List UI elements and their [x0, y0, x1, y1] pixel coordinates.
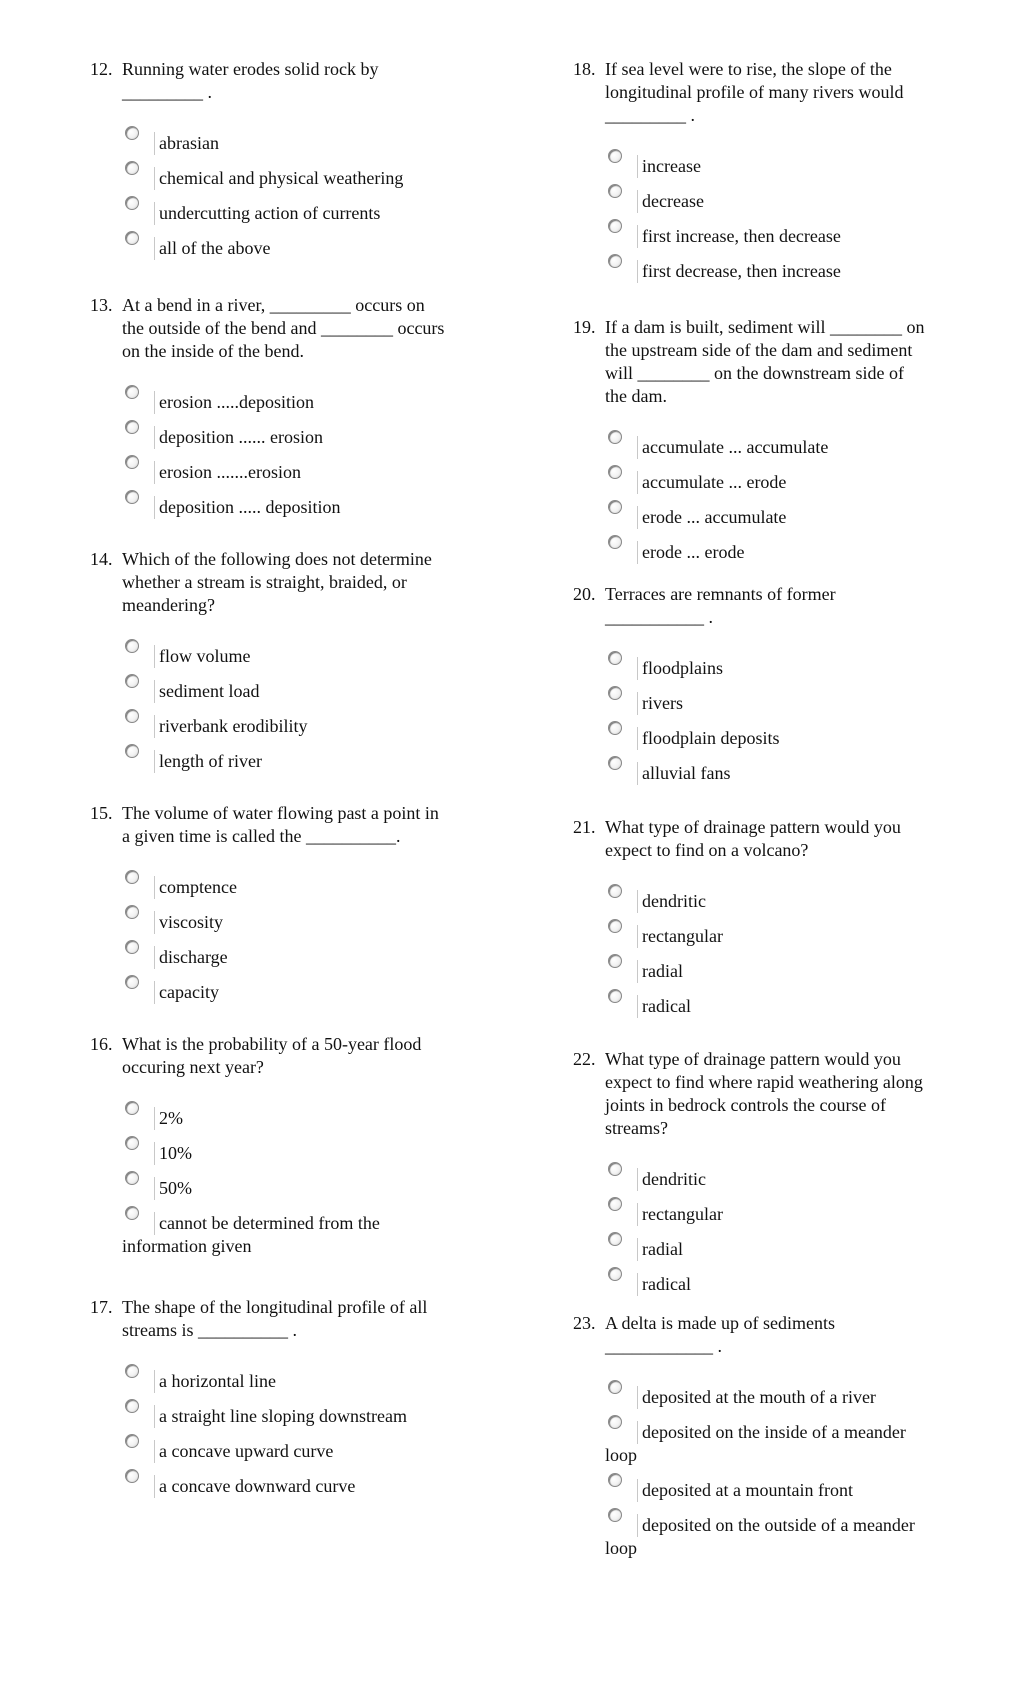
question-text-line: Running water erodes solid rock by — [122, 59, 379, 79]
answer-options — [573, 430, 993, 570]
answer-option[interactable] — [90, 385, 510, 420]
question-text-line: If a dam is built, sediment will ________ on — [605, 317, 925, 337]
option-label-continued: information given — [122, 1236, 252, 1256]
radio-button-icon[interactable] — [608, 184, 622, 198]
answer-option[interactable] — [573, 535, 993, 570]
answer-option[interactable] — [90, 196, 510, 231]
question-text — [573, 58, 993, 81]
radio-button-icon[interactable] — [125, 1171, 139, 1185]
radio-button-icon[interactable] — [125, 126, 139, 140]
option-label[interactable]: dendritic — [637, 890, 706, 913]
option-label[interactable]: length of river — [154, 750, 262, 773]
answer-option[interactable] — [573, 465, 993, 500]
question-16 — [90, 1033, 510, 1264]
radio-button-icon[interactable] — [125, 1206, 139, 1220]
answer-blank: _________ . — [605, 105, 695, 125]
question-number: 15. — [90, 803, 113, 823]
answer-option[interactable] — [90, 1206, 510, 1264]
question-text-continued: occuring next year? — [122, 1057, 264, 1077]
question-text-continued: the upstream side of the dam and sediment — [605, 340, 913, 360]
option-label[interactable]: radial — [637, 1238, 683, 1261]
option-label[interactable]: rectangular — [637, 1203, 723, 1226]
radio-button-icon[interactable] — [125, 709, 139, 723]
answer-option[interactable] — [573, 686, 993, 721]
option-label[interactable]: 2% — [154, 1107, 183, 1130]
radio-button-icon[interactable] — [125, 1364, 139, 1378]
question-number: 13. — [90, 295, 113, 315]
answer-option[interactable] — [573, 500, 993, 535]
radio-button-icon[interactable] — [125, 231, 139, 245]
question-text — [90, 58, 510, 81]
radio-button-icon[interactable] — [608, 149, 622, 163]
radio-button-icon[interactable] — [608, 756, 622, 770]
question-20 — [573, 583, 993, 791]
radio-button-icon[interactable] — [608, 1473, 622, 1487]
radio-button-icon[interactable] — [608, 1162, 622, 1176]
answer-blank: ____________ . — [605, 1336, 722, 1356]
answer-option[interactable] — [573, 1415, 993, 1473]
answer-option[interactable] — [573, 721, 993, 756]
answer-option[interactable] — [573, 1162, 993, 1197]
question-number: 14. — [90, 549, 113, 569]
radio-button-icon[interactable] — [608, 1508, 622, 1522]
question-text-line: What type of drainage pattern would you — [605, 817, 901, 837]
answer-option[interactable] — [90, 1101, 510, 1136]
question-text-line: The shape of the longitudinal profile of all — [122, 1297, 428, 1317]
option-label[interactable]: cannot be determined from the — [154, 1212, 380, 1235]
radio-button-icon[interactable] — [125, 1469, 139, 1483]
radio-button-icon[interactable] — [608, 919, 622, 933]
radio-button-icon[interactable] — [608, 535, 622, 549]
question-18 — [573, 58, 993, 289]
option-label[interactable]: radical — [637, 1273, 691, 1296]
radio-button-icon[interactable] — [125, 940, 139, 954]
question-text-continued: expect to find on a volcano? — [605, 840, 809, 860]
option-label[interactable]: erosion .......erosion — [154, 461, 301, 484]
answer-option[interactable] — [573, 219, 993, 254]
answer-option[interactable] — [573, 149, 993, 184]
answer-option[interactable] — [90, 490, 510, 525]
radio-button-icon[interactable] — [608, 989, 622, 1003]
radio-button-icon[interactable] — [608, 1380, 622, 1394]
answer-option[interactable] — [573, 989, 993, 1024]
answer-option[interactable] — [90, 1469, 510, 1504]
radio-button-icon[interactable] — [608, 219, 622, 233]
answer-options — [90, 1364, 510, 1504]
option-label[interactable]: first increase, then decrease — [637, 225, 841, 248]
radio-button-icon[interactable] — [125, 639, 139, 653]
answer-option[interactable] — [573, 651, 993, 686]
option-label[interactable]: viscosity — [154, 911, 223, 934]
question-text-continued: longitudinal profile of many rivers would — [605, 82, 904, 102]
question-text-continued: the outside of the bend and ________ occurs — [122, 318, 445, 338]
answer-option[interactable] — [90, 1399, 510, 1434]
answer-option[interactable] — [90, 1364, 510, 1399]
option-label[interactable]: 50% — [154, 1177, 192, 1200]
question-text — [573, 1048, 993, 1071]
question-text-continued: the dam. — [605, 386, 667, 406]
question-text — [573, 583, 993, 606]
radio-button-icon[interactable] — [125, 1136, 139, 1150]
option-label[interactable]: abrasian — [154, 132, 219, 155]
answer-option[interactable] — [90, 1171, 510, 1206]
option-label[interactable]: decrease — [637, 190, 704, 213]
answer-option[interactable] — [573, 430, 993, 465]
answer-option[interactable] — [90, 975, 510, 1010]
radio-button-icon[interactable] — [125, 455, 139, 469]
option-label[interactable]: undercutting action of currents — [154, 202, 380, 225]
answer-option[interactable] — [90, 1136, 510, 1171]
option-label[interactable]: a concave upward curve — [154, 1440, 333, 1463]
question-text — [90, 1296, 510, 1319]
question-number: 23. — [573, 1313, 596, 1333]
question-text — [573, 1312, 993, 1335]
answer-option[interactable] — [90, 161, 510, 196]
question-number: 18. — [573, 59, 596, 79]
option-label[interactable]: first decrease, then increase — [637, 260, 841, 283]
option-label[interactable]: erode ... erode — [637, 541, 744, 564]
radio-button-icon[interactable] — [125, 975, 139, 989]
answer-option[interactable] — [90, 674, 510, 709]
option-label[interactable]: deposited at the mouth of a river — [637, 1386, 876, 1409]
answer-option[interactable] — [90, 231, 510, 266]
answer-options — [90, 385, 510, 525]
option-label[interactable]: rivers — [637, 692, 683, 715]
answer-option[interactable] — [90, 940, 510, 975]
question-text-line: At a bend in a river, _________ occurs on — [122, 295, 425, 315]
option-label[interactable]: a horizontal line — [154, 1370, 276, 1393]
question-text-continued: a given time is called the __________. — [122, 826, 401, 846]
question-23 — [573, 1312, 993, 1566]
radio-button-icon[interactable] — [125, 161, 139, 175]
option-label[interactable]: alluvial fans — [637, 762, 730, 785]
radio-button-icon[interactable] — [608, 1415, 622, 1429]
radio-button-icon[interactable] — [125, 905, 139, 919]
answer-options — [90, 1101, 510, 1264]
question-text-line: What type of drainage pattern would you — [605, 1049, 901, 1069]
answer-option[interactable] — [90, 639, 510, 674]
radio-button-icon[interactable] — [125, 744, 139, 758]
answer-option[interactable] — [90, 905, 510, 940]
radio-button-icon[interactable] — [608, 651, 622, 665]
option-label[interactable]: erode ... accumulate — [637, 506, 786, 529]
question-13 — [90, 294, 510, 525]
question-text-line: What is the probability of a 50-year flood — [122, 1034, 422, 1054]
option-label[interactable]: a straight line sloping downstream — [154, 1405, 407, 1428]
answer-option[interactable] — [573, 1197, 993, 1232]
answer-option[interactable] — [90, 870, 510, 905]
answer-option[interactable] — [573, 1508, 993, 1566]
answer-option[interactable] — [573, 756, 993, 791]
answer-blank: _________ . — [122, 82, 212, 102]
radio-button-icon[interactable] — [608, 430, 622, 444]
option-label-continued: loop — [605, 1538, 638, 1558]
answer-option[interactable] — [573, 919, 993, 954]
question-12 — [90, 58, 510, 266]
answer-options — [573, 884, 993, 1024]
answer-options — [573, 651, 993, 791]
question-text — [573, 316, 993, 339]
answer-options — [90, 639, 510, 779]
question-15 — [90, 802, 510, 1010]
option-label[interactable]: accumulate ... erode — [637, 471, 786, 494]
answer-blank: ___________ . — [605, 607, 713, 627]
option-label[interactable]: deposited on the inside of a meander — [637, 1421, 906, 1444]
question-17 — [90, 1296, 510, 1504]
option-label[interactable]: chemical and physical weathering — [154, 167, 403, 190]
radio-button-icon[interactable] — [608, 465, 622, 479]
answer-option[interactable] — [90, 1434, 510, 1469]
option-label[interactable]: capacity — [154, 981, 219, 1004]
question-text — [90, 548, 510, 571]
question-text-line: The volume of water flowing past a point in — [122, 803, 439, 823]
question-text — [90, 802, 510, 825]
option-label[interactable]: 10% — [154, 1142, 192, 1165]
answer-option[interactable] — [573, 884, 993, 919]
radio-button-icon[interactable] — [125, 1434, 139, 1448]
question-number: 12. — [90, 59, 113, 79]
option-label[interactable]: erosion .....deposition — [154, 391, 314, 414]
question-22 — [573, 1048, 993, 1302]
question-19 — [573, 316, 993, 570]
question-14 — [90, 548, 510, 779]
radio-button-icon[interactable] — [125, 1101, 139, 1115]
answer-options — [573, 149, 993, 289]
answer-options — [573, 1380, 993, 1566]
answer-option[interactable] — [573, 254, 993, 289]
option-label[interactable]: deposited at a mountain front — [637, 1479, 853, 1502]
radio-button-icon[interactable] — [608, 500, 622, 514]
option-label[interactable]: floodplain deposits — [637, 727, 780, 750]
question-number: 21. — [573, 817, 596, 837]
option-label[interactable]: radical — [637, 995, 691, 1018]
radio-button-icon[interactable] — [608, 721, 622, 735]
answer-option[interactable] — [90, 126, 510, 161]
radio-button-icon[interactable] — [125, 1399, 139, 1413]
question-text-line: A delta is made up of sediments — [605, 1313, 835, 1333]
option-label[interactable]: rectangular — [637, 925, 723, 948]
answer-option[interactable] — [90, 455, 510, 490]
answer-option[interactable] — [90, 420, 510, 455]
option-label[interactable]: riverbank erodibility — [154, 715, 307, 738]
radio-button-icon[interactable] — [125, 870, 139, 884]
option-label-continued: loop — [605, 1445, 638, 1465]
radio-button-icon[interactable] — [608, 1267, 622, 1281]
option-label[interactable]: floodplains — [637, 657, 723, 680]
answer-option[interactable] — [573, 184, 993, 219]
answer-option[interactable] — [573, 1267, 993, 1302]
question-text-continued: meandering? — [122, 595, 215, 615]
answer-option[interactable] — [573, 1232, 993, 1267]
option-label[interactable]: deposited on the outside of a meander — [637, 1514, 915, 1537]
option-label[interactable]: deposition ...... erosion — [154, 426, 323, 449]
question-text-continued: expect to find where rapid weathering along — [605, 1072, 923, 1092]
question-number: 20. — [573, 584, 596, 604]
answer-option[interactable] — [573, 954, 993, 989]
option-label[interactable]: discharge — [154, 946, 228, 969]
option-label[interactable]: flow volume — [154, 645, 251, 668]
question-text — [573, 816, 993, 839]
question-number: 22. — [573, 1049, 596, 1069]
radio-button-icon[interactable] — [608, 686, 622, 700]
radio-button-icon[interactable] — [125, 420, 139, 434]
option-label[interactable]: deposition ..... deposition — [154, 496, 341, 519]
answer-option[interactable] — [573, 1380, 993, 1415]
option-label[interactable]: sediment load — [154, 680, 259, 703]
question-text-continued: on the inside of the bend. — [122, 341, 304, 361]
option-label[interactable]: dendritic — [637, 1168, 706, 1191]
question-number: 19. — [573, 317, 596, 337]
question-text-continued: whether a stream is straight, braided, or — [122, 572, 407, 592]
option-label[interactable]: radial — [637, 960, 683, 983]
radio-button-icon[interactable] — [608, 1232, 622, 1246]
radio-button-icon[interactable] — [125, 385, 139, 399]
option-label[interactable]: comptence — [154, 876, 237, 899]
question-text-continued: will ________ on the downstream side of — [605, 363, 904, 383]
question-number: 17. — [90, 1297, 113, 1317]
answer-options — [573, 1162, 993, 1302]
answer-options — [90, 870, 510, 1010]
option-label[interactable]: a concave downward curve — [154, 1475, 355, 1498]
question-text-line: If sea level were to rise, the slope of the — [605, 59, 892, 79]
question-21 — [573, 816, 993, 1024]
question-text-line: Which of the following does not determine — [122, 549, 432, 569]
question-text — [90, 1033, 510, 1056]
question-text — [90, 294, 510, 317]
answer-options — [90, 126, 510, 266]
question-text-line: Terraces are remnants of former — [605, 584, 836, 604]
answer-option[interactable] — [90, 709, 510, 744]
radio-button-icon[interactable] — [608, 884, 622, 898]
radio-button-icon[interactable] — [125, 674, 139, 688]
question-number: 16. — [90, 1034, 113, 1054]
radio-button-icon[interactable] — [608, 254, 622, 268]
radio-button-icon[interactable] — [608, 954, 622, 968]
option-label[interactable]: accumulate ... accumulate — [637, 436, 828, 459]
question-text-continued: joints in bedrock controls the course of — [605, 1095, 886, 1115]
answer-option[interactable] — [90, 744, 510, 779]
question-text-continued: streams is __________ . — [122, 1320, 297, 1340]
radio-button-icon[interactable] — [125, 490, 139, 504]
question-text-continued: streams? — [605, 1118, 668, 1138]
option-label[interactable]: increase — [637, 155, 701, 178]
answer-option[interactable] — [573, 1473, 993, 1508]
option-label[interactable]: all of the above — [154, 237, 270, 260]
radio-button-icon[interactable] — [125, 196, 139, 210]
radio-button-icon[interactable] — [608, 1197, 622, 1211]
